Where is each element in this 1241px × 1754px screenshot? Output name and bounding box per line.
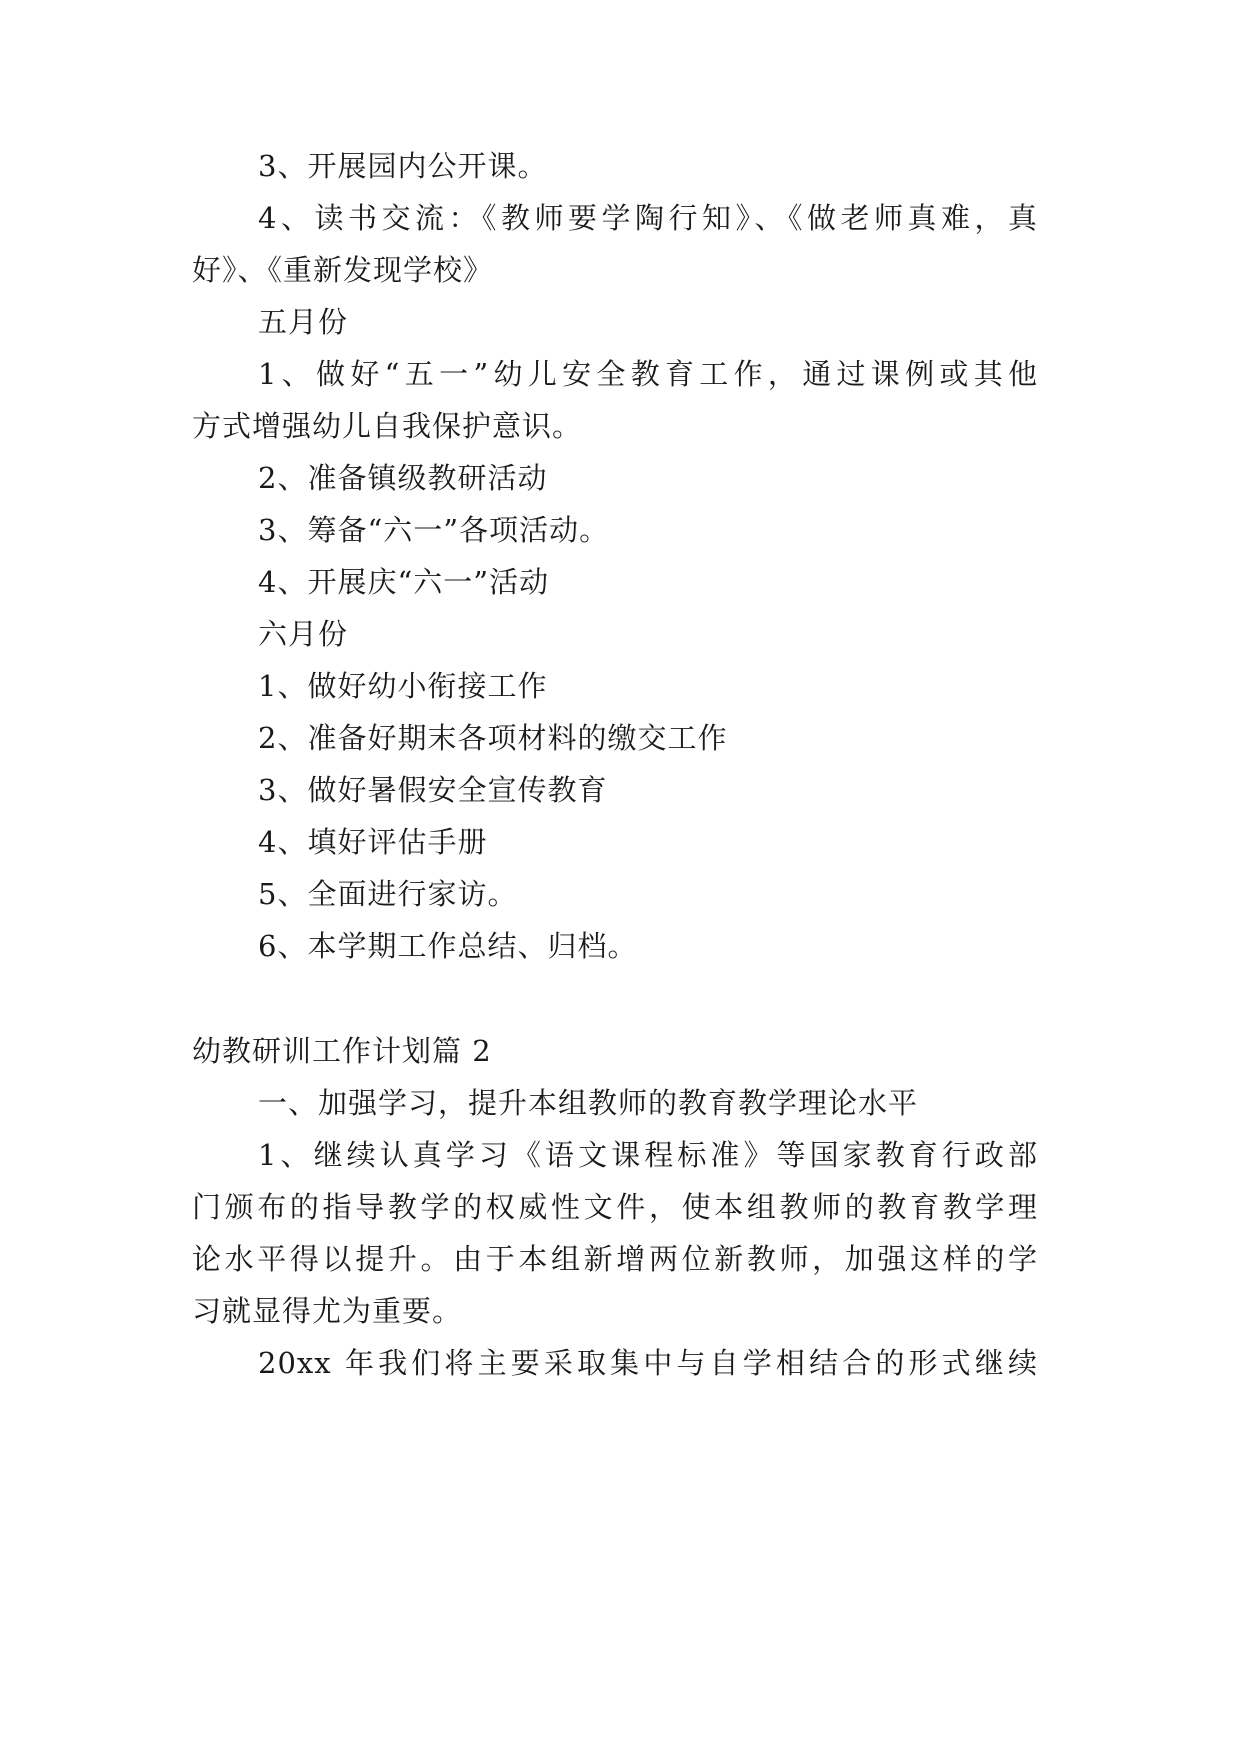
list-item: 2、准备好期末各项材料的缴交工作 [258, 721, 728, 755]
paragraph-line: 习就显得尤为重要。 [192, 1294, 463, 1328]
list-item: 3、做好暑假安全宣传教育 [258, 773, 608, 807]
list-item: 2、准备镇级教研活动 [258, 461, 548, 495]
list-item-continuation: 好》、《重新发现学校》 [192, 253, 494, 287]
paragraph-line: 门颁布的指导教学的权威性文件，使本组教师的教育教学理 [192, 1190, 1038, 1224]
list-item: 4、填好评估手册 [258, 825, 488, 859]
section-heading-may: 五月份 [258, 305, 349, 339]
list-item: 1、做好“五一”幼儿安全教育工作，通过课例或其他 [258, 357, 1038, 391]
list-item: 6、本学期工作总结、归档。 [258, 929, 638, 963]
list-item: 1、做好幼小衔接工作 [258, 669, 548, 703]
list-item: 5、全面进行家访。 [258, 877, 518, 911]
section-heading-june: 六月份 [258, 617, 349, 651]
list-item: 3、筹备“六一”各项活动。 [258, 513, 610, 547]
list-item: 3、开展园内公开课。 [258, 149, 548, 183]
list-item: 4、读书交流：《教师要学陶行知》、《做老师真难，真 [258, 201, 1038, 235]
section-heading: 一、加强学习，提升本组教师的教育教学理论水平 [258, 1086, 919, 1120]
paragraph-line: 20xx 年我们将主要采取集中与自学相结合的形式继续 [258, 1346, 1038, 1380]
paragraph-line: 1、继续认真学习《语文课程标准》等国家教育行政部 [258, 1138, 1038, 1172]
paragraph-line: 论水平得以提升。由于本组新增两位新教师，加强这样的学 [192, 1242, 1038, 1276]
list-item: 4、开展庆“六一”活动 [258, 565, 550, 599]
list-item-continuation: 方式增强幼儿自我保护意识。 [192, 409, 583, 443]
article-title: 幼教研训工作计划篇 2 [192, 1034, 492, 1068]
